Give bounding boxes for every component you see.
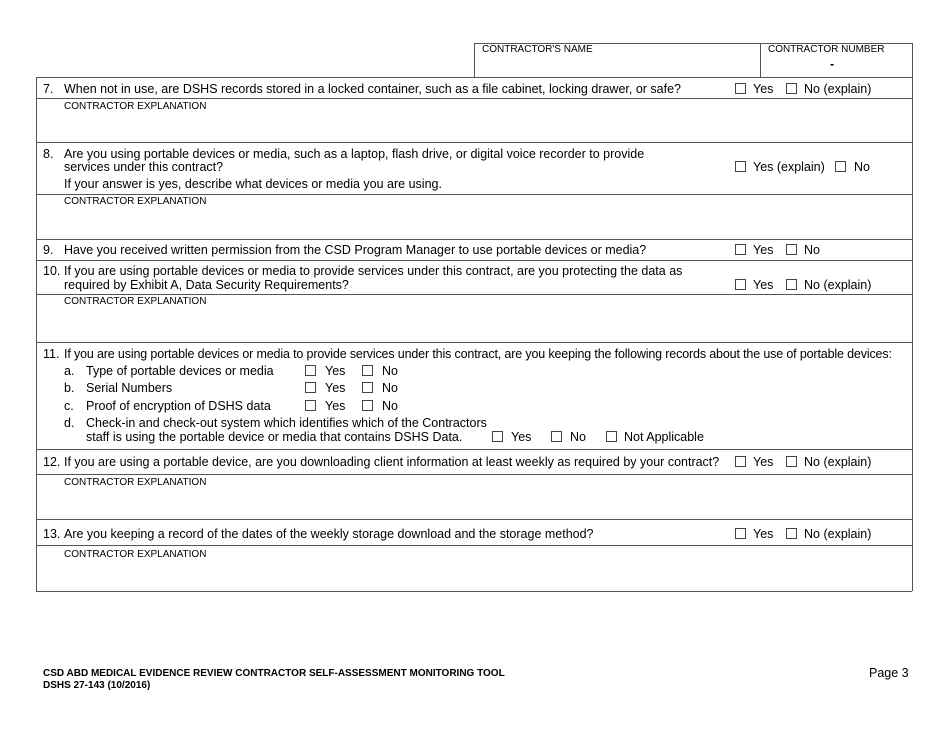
header-divider bbox=[760, 43, 761, 77]
q13-yes-checkbox[interactable] bbox=[735, 528, 746, 539]
q7-yes-checkbox[interactable] bbox=[735, 83, 746, 94]
q12-explanation-label: CONTRACTOR EXPLANATION bbox=[64, 477, 207, 488]
q7-no-label: No (explain) bbox=[804, 82, 872, 96]
q8-no-checkbox[interactable] bbox=[835, 161, 846, 172]
question-13-number: 13. bbox=[43, 527, 61, 541]
row-border bbox=[36, 294, 912, 295]
q11d-na-checkbox[interactable] bbox=[606, 431, 617, 442]
footer-form-title: CSD ABD MEDICAL EVIDENCE REVIEW CONTRACTOR SELF-ASSESSMENT MONITORING TOOL bbox=[43, 668, 505, 679]
q13-no-label: No (explain) bbox=[804, 527, 872, 541]
q11b-no-label: No bbox=[382, 381, 398, 395]
q11d-na-label: Not Applicable bbox=[624, 430, 704, 444]
q11c-letter: c. bbox=[64, 399, 74, 413]
q10-explanation-label: CONTRACTOR EXPLANATION bbox=[64, 296, 207, 307]
q12-yes-label: Yes bbox=[753, 455, 774, 469]
row-border bbox=[36, 239, 912, 240]
row-border bbox=[36, 98, 912, 99]
question-12-text: If you are using a portable device, are you downloading client information at least weekly as required by your contract? bbox=[64, 455, 720, 469]
question-8-number: 8. bbox=[43, 147, 54, 161]
question-9-number: 9. bbox=[43, 243, 54, 257]
q11a-yes-checkbox[interactable] bbox=[305, 365, 316, 376]
q11b-text: Serial Numbers bbox=[86, 381, 173, 395]
question-9-text: Have you received written permission from the CSD Program Manager to use portable devices or media? bbox=[64, 243, 647, 257]
q11c-no-checkbox[interactable] bbox=[362, 400, 373, 411]
q7-no-checkbox[interactable] bbox=[786, 83, 797, 94]
q10-yes-checkbox[interactable] bbox=[735, 279, 746, 290]
q12-no-label: No (explain) bbox=[804, 455, 872, 469]
contractor-name-label: CONTRACTOR'S NAME bbox=[482, 44, 593, 55]
q13-no-checkbox[interactable] bbox=[786, 528, 797, 539]
q11a-no-checkbox[interactable] bbox=[362, 365, 373, 376]
row-border bbox=[36, 194, 912, 195]
page-number: Page 3 bbox=[869, 666, 909, 680]
q11c-no-label: No bbox=[382, 399, 398, 413]
q12-no-checkbox[interactable] bbox=[786, 456, 797, 467]
q11a-yes-label: Yes bbox=[325, 364, 346, 378]
row-border bbox=[36, 142, 912, 143]
form-right-border bbox=[912, 43, 913, 591]
question-10-text-line2: required by Exhibit A, Data Security Requirements? bbox=[64, 278, 349, 292]
question-11-number: 11. bbox=[43, 347, 60, 361]
q8-yes-label: Yes (explain) bbox=[753, 160, 825, 174]
row-border bbox=[36, 545, 912, 546]
row-border bbox=[36, 260, 912, 261]
q9-yes-label: Yes bbox=[753, 243, 774, 257]
row-border bbox=[36, 77, 912, 78]
row-border bbox=[36, 449, 912, 450]
q8-yes-checkbox[interactable] bbox=[735, 161, 746, 172]
question-13-text: Are you keeping a record of the dates of the weekly storage download and the storage method? bbox=[64, 527, 594, 541]
q13-yes-label: Yes bbox=[753, 527, 774, 541]
q7-yes-label: Yes bbox=[753, 82, 774, 96]
q12-explanation-field[interactable] bbox=[38, 489, 910, 518]
row-border bbox=[36, 342, 912, 343]
q11d-text-line2: staff is using the portable device or media that contains DSHS Data. bbox=[86, 430, 463, 444]
q11d-yes-checkbox[interactable] bbox=[492, 431, 503, 442]
question-10-text-line1: If you are using portable devices or media to provide services under this contract, are you protecting the data as bbox=[64, 264, 683, 278]
contractor-name-field[interactable] bbox=[476, 56, 758, 76]
row-border bbox=[36, 591, 912, 592]
q11a-letter: a. bbox=[64, 364, 75, 378]
question-10-number: 10. bbox=[43, 264, 61, 278]
q11d-no-checkbox[interactable] bbox=[551, 431, 562, 442]
q12-yes-checkbox[interactable] bbox=[735, 456, 746, 467]
question-8-text-line1: Are you using portable devices or media, such as a laptop, flash drive, or digital voice recorder to provide bbox=[64, 147, 645, 161]
q11d-no-label: No bbox=[570, 430, 586, 444]
q9-no-label: No bbox=[804, 243, 820, 257]
row-border bbox=[36, 474, 912, 475]
q11b-yes-checkbox[interactable] bbox=[305, 382, 316, 393]
contractor-number-value: - bbox=[830, 57, 835, 71]
q9-no-checkbox[interactable] bbox=[786, 244, 797, 255]
q11b-no-checkbox[interactable] bbox=[362, 382, 373, 393]
q8-explanation-field[interactable] bbox=[38, 208, 910, 238]
q11b-yes-label: Yes bbox=[325, 381, 346, 395]
q11c-yes-label: Yes bbox=[325, 399, 346, 413]
q8-explanation-label: CONTRACTOR EXPLANATION bbox=[64, 196, 207, 207]
q9-yes-checkbox[interactable] bbox=[735, 244, 746, 255]
q11a-text: Type of portable devices or media bbox=[86, 364, 274, 378]
question-7-number: 7. bbox=[43, 82, 54, 96]
q10-explanation-field[interactable] bbox=[38, 308, 910, 341]
q13-explanation-label: CONTRACTOR EXPLANATION bbox=[64, 549, 207, 560]
q10-yes-label: Yes bbox=[753, 278, 774, 292]
footer-form-number: DSHS 27-143 (10/2016) bbox=[43, 680, 151, 691]
q10-no-label: No (explain) bbox=[804, 278, 872, 292]
q11d-yes-label: Yes bbox=[511, 430, 532, 444]
q7-explanation-field[interactable] bbox=[38, 113, 910, 141]
row-border bbox=[36, 519, 912, 520]
q11d-letter: d. bbox=[64, 416, 75, 430]
question-7-text: When not in use, are DSHS records stored in a locked container, such as a file cabinet, locking drawer, or safe? bbox=[64, 82, 681, 96]
q11c-yes-checkbox[interactable] bbox=[305, 400, 316, 411]
question-12-number: 12. bbox=[43, 455, 61, 469]
q11b-letter: b. bbox=[64, 381, 75, 395]
q11d-text-line1: Check-in and check-out system which identifies which of the Contractors bbox=[86, 416, 487, 430]
q10-no-checkbox[interactable] bbox=[786, 279, 797, 290]
contractor-number-field[interactable] bbox=[762, 56, 910, 76]
q11a-no-label: No bbox=[382, 364, 398, 378]
question-11-text: If you are using portable devices or media to provide services under this contract, are you keeping the following records about the use of portable devices: bbox=[64, 347, 892, 361]
header-left-border bbox=[474, 43, 475, 77]
question-8-text-line2: services under this contract? bbox=[64, 160, 224, 174]
q11c-text: Proof of encryption of DSHS data bbox=[86, 399, 271, 413]
q7-explanation-label: CONTRACTOR EXPLANATION bbox=[64, 101, 207, 112]
q8-no-label: No bbox=[854, 160, 870, 174]
form-left-border bbox=[36, 77, 37, 591]
q13-explanation-field[interactable] bbox=[38, 561, 910, 590]
question-8-text-line3: If your answer is yes, describe what devices or media you are using. bbox=[64, 177, 442, 191]
contractor-number-label: CONTRACTOR NUMBER bbox=[768, 44, 885, 55]
